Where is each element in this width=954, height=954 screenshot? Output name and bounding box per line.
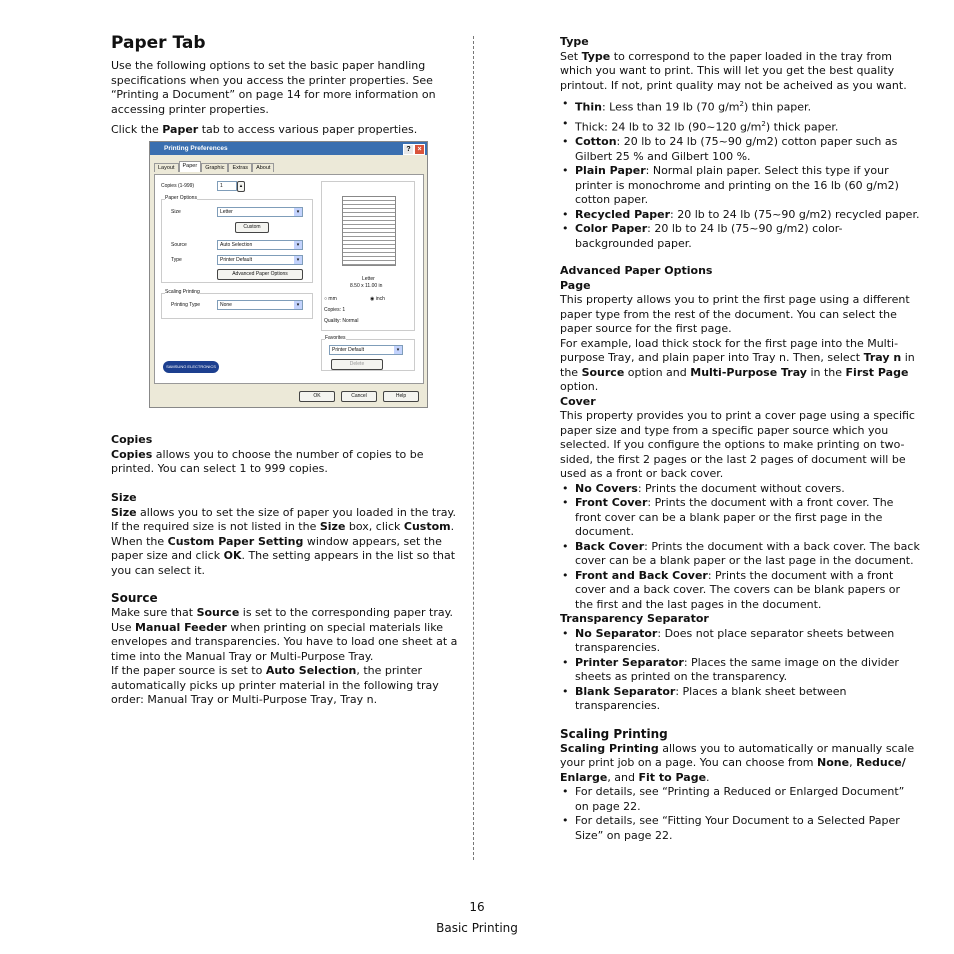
ok-button[interactable]: OK (299, 391, 335, 402)
cancel-button[interactable]: Cancel (341, 391, 377, 402)
size-select[interactable]: Letter ▾ (217, 207, 303, 217)
preview-size: Letter (362, 276, 375, 282)
source-select[interactable]: Auto Selection ▾ (217, 240, 303, 250)
tab-graphic[interactable]: Graphic (201, 163, 228, 172)
transparency-separator-heading: Transparency Separator (560, 612, 709, 626)
copies-input[interactable]: 1 (217, 181, 237, 191)
list-item: • Thin: Less than 19 lb (70 $g/m^2$) thin paper. (560, 97, 920, 115)
source-label: Source (171, 242, 187, 248)
scaling-list (560, 785, 920, 843)
tab-layout[interactable]: Layout (154, 163, 179, 172)
cover-heading: Cover (560, 394, 596, 408)
right-column (560, 35, 920, 843)
source-section (111, 591, 463, 708)
dialog-help-button[interactable]: Help (383, 391, 419, 402)
scaling-text: Scaling Printing allows you to automatically or manually scale your print job on a page. You can choose from None, Reduce/ Enlarge, and Fit to Page. (560, 741, 915, 784)
favorites-select[interactable]: Printer Default ▾ (329, 345, 403, 355)
list-item: • For details, see “Fitting Your Document to a Selected Paper Size” on page 22. (560, 814, 920, 843)
type-text: Set Type to correspond to the paper loaded in the tray from which you want to print. This will let you get the best quality printout. If not, print quality may not be acheived as you want. (560, 49, 907, 92)
dialog-tabs (154, 163, 274, 172)
intro-block (111, 59, 463, 138)
page-example: For example, load thick stock for the first page into the Multi-purpose Tray, and plain paper into Tray n. Then, select Tray n in the Source option and Multi-Purpose Tray in the First Page option. (560, 336, 915, 394)
size-text: Size allows you to set the size of paper you loaded in the tray. If the required size is not listed in the Size box, click Custom. When the Custom Paper Setting window appears, set the paper size and click OK. The setting appears in the list so that you can select it. (111, 505, 456, 577)
delete-button[interactable]: Delete (331, 359, 383, 370)
page-preview-image (342, 196, 396, 266)
list-item: • Thick: 24 lb to 32 lb (90~120 $g/m^2$) thick paper. (560, 117, 920, 135)
list-item: • Cotton: 20 lb to 24 lb (75~90 g/m2) cotton paper such as Gilbert 25 % and Gilbert 100 %. (560, 135, 920, 164)
footer-section: Basic Printing (436, 921, 518, 935)
size-section (111, 491, 463, 578)
list-item: • Plain Paper: Normal plain paper. Select this type if your printer is monochrome and printing on the 16 lb (60 g/m2) cotton paper. (560, 164, 920, 208)
samsung-logo: SAMSUNG ELECTRONICS (163, 361, 219, 373)
intro-paragraph: Use the following options to set the basic paper handling specifications when you access the printer properties. See “Printing a Document” on page 14 for more information on accessing printer properties. (111, 59, 436, 116)
copies-spinner[interactable]: ▴ (237, 181, 245, 192)
list-item: • Blank Separator: Places a blank sheet between transparencies. (560, 685, 920, 714)
printing-type-label: Printing Type (171, 302, 201, 308)
list-item: • Front and Back Cover: Prints the document with a front cover and a back cover. The covers can be blank papers or the first and the last pages in the document. (560, 569, 920, 613)
close-icon[interactable]: × (414, 144, 425, 155)
transparency-list (560, 627, 920, 714)
advanced-paper-options-button[interactable]: Advanced Paper Options (217, 269, 303, 280)
list-item: • Back Cover: Prints the document with a back cover. The back cover can be a blank paper or the last page in the document. (560, 540, 920, 569)
size-heading: Size (111, 491, 137, 504)
tab-about[interactable]: About (252, 163, 274, 172)
help-icon[interactable]: ? (403, 144, 414, 155)
page-title: Paper Tab (111, 33, 206, 53)
cover-list (560, 482, 920, 613)
cover-text: This property provides you to print a cover page using a specific paper size and type from a specific paper source which you selected. If you configure the options to make printing on two-sided, the first 2 pages or the last 2 pages of document will be used as a front or back cover. (560, 409, 915, 481)
list-item: • Color Paper: 20 lb to 24 lb (75~90 g/m2) color-backgrounded paper. (560, 222, 920, 251)
source-text-2: If the paper source is set to Auto Selection, the printer automatically picks up printer material in the following tray order: Manual Tray or Multi-Purpose Tray, Tray n. (111, 664, 439, 706)
scaling-heading: Scaling Printing (560, 726, 668, 741)
unit-mm-radio[interactable]: ○ mm (324, 296, 337, 302)
source-heading: Source (111, 591, 158, 605)
column-divider (473, 36, 474, 860)
type-list (560, 97, 920, 251)
tab-paper[interactable]: Paper (179, 161, 202, 172)
page-heading: Page (560, 278, 591, 292)
copies-label: Copies (1-999) (161, 183, 195, 189)
dialog-title-bar (150, 142, 427, 155)
printing-preferences-dialog (149, 141, 428, 408)
click-instruction: Click the Paper tab to access various paper properties. (111, 123, 418, 136)
paper-tab-panel (154, 174, 424, 384)
preview-dimensions: 8.50 x 11.00 in (350, 283, 383, 289)
source-text-1: Make sure that Source is set to the corresponding paper tray. Use Manual Feeder when printing on special materials like envelopes and transparencies. You have to load one sheet at a time into the Manual Tray or Multi-Purpose Tray. (111, 606, 458, 663)
custom-button[interactable]: Custom (235, 222, 269, 233)
tab-extras[interactable]: Extras (228, 163, 252, 172)
copies-heading: Copies (111, 433, 153, 446)
list-item: • Front Cover: Prints the document with a front cover. The front cover can be a blank paper or the first page in the document. (560, 496, 920, 540)
list-item: • No Separator: Does not place separator sheets between transparencies. (560, 627, 920, 656)
type-select[interactable]: Printer Default ▾ (217, 255, 303, 265)
list-item: • For details, see “Printing a Reduced or Enlarged Document” on page 22. (560, 785, 920, 814)
paper-options-label: Paper Options (165, 195, 197, 201)
printing-type-select[interactable]: None ▾ (217, 300, 303, 310)
scaling-printing-label: Scaling Printing (165, 289, 200, 295)
list-item: • Printer Separator: Places the same image on the divider sheets as printed on the transparency. (560, 656, 920, 685)
size-label: Size (171, 209, 181, 215)
copies-section (111, 433, 463, 477)
type-heading: Type (560, 35, 589, 48)
page-text: This property allows you to print the first page using a different paper type from the rest of the document. You can select the paper source for the first page. (560, 293, 910, 336)
list-item: • No Covers: Prints the document without covers. (560, 482, 920, 497)
dialog-title: Printing Preferences (164, 145, 228, 152)
preview-box (321, 181, 415, 331)
copies-info: Copies: 1 (324, 307, 346, 313)
type-label: Type (171, 257, 182, 263)
unit-inch-radio[interactable]: ◉ inch (370, 296, 385, 302)
quality-info: Quality: Normal (324, 318, 359, 324)
copies-text: Copies allows you to choose the number of copies to be printed. You can select 1 to 999 copies. (111, 447, 424, 475)
page-number: 16 (469, 900, 485, 914)
list-item: • Recycled Paper: 20 lb to 24 lb (75~90 g/m2) recycled paper. (560, 208, 920, 223)
advanced-heading: Advanced Paper Options (560, 264, 713, 278)
favorites-label: Favorites (325, 335, 346, 341)
